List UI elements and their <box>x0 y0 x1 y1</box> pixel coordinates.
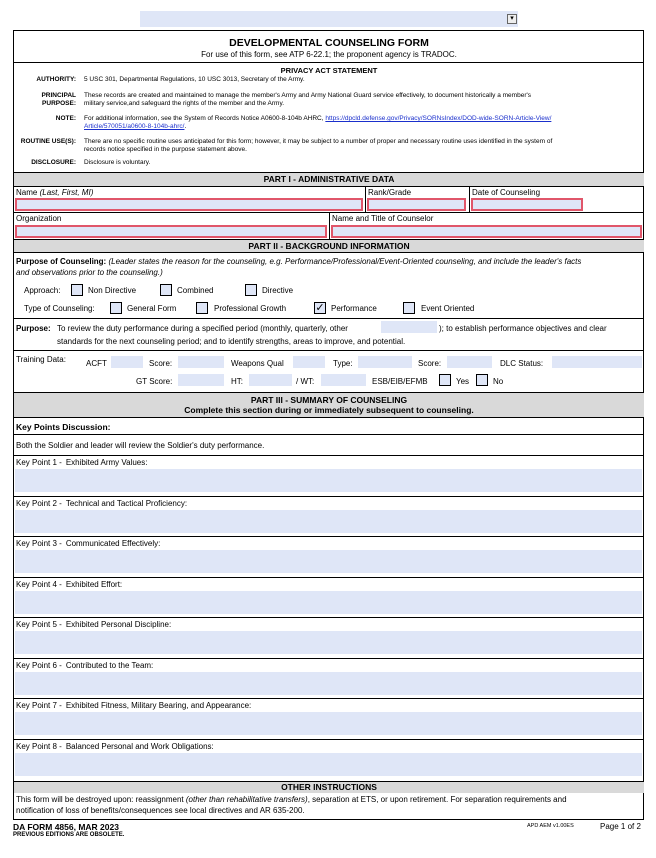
key-points-label: Key Points Discussion: <box>16 422 111 432</box>
key-point-number: Key Point 3 - <box>16 539 62 548</box>
other-heading: OTHER INSTRUCTIONS <box>14 782 644 793</box>
form-number: DA FORM 4856, MAR 2023 <box>13 822 119 832</box>
ht-field[interactable] <box>249 374 292 386</box>
name-label <box>16 188 93 197</box>
key-point-field[interactable] <box>15 753 642 776</box>
acft-label: ACFT <box>86 359 107 368</box>
other-text-2: notification of loss of benefits/consequences see local directives and AR 635-200. <box>16 806 305 815</box>
esb-yes-checkbox[interactable] <box>439 374 451 386</box>
key-point-label <box>16 539 160 548</box>
key-point-title: Exhibited Effort: <box>65 580 123 589</box>
purpose-text-1: These records are created and maintained to manage the member's Army and Army National Guard service effectively, to document historically a member's <box>84 92 531 99</box>
name-label-text: Name <box>16 188 38 197</box>
key-point-number: Key Point 2 - <box>16 499 62 508</box>
disclosure-label: DISCLOSURE: <box>31 159 76 166</box>
dlc-label: DLC Status: <box>500 359 544 368</box>
form-subtitle: For use of this form, see ATP 6-22.1; the proponent agency is TRADOC. <box>201 50 457 59</box>
part1-heading: PART I - ADMINISTRATIVE DATA <box>14 173 644 186</box>
key-point-label <box>16 580 122 589</box>
weapons-field[interactable] <box>293 356 325 368</box>
type-general-label: General Form <box>127 304 177 313</box>
date-field[interactable] <box>471 198 583 211</box>
approach-combined-label: Combined <box>177 286 214 295</box>
rank-field[interactable] <box>367 198 466 211</box>
key-point-label <box>16 458 147 467</box>
training-label: Training Data: <box>16 355 66 364</box>
key-point-title: Exhibited Personal Discipline: <box>65 620 172 629</box>
date-label: Date of Counseling <box>472 188 541 197</box>
key-point-label <box>16 661 153 670</box>
part3-heading: PART III - SUMMARY OF COUNSELING <box>250 395 408 405</box>
other-text-1 <box>16 795 567 804</box>
approach-nondirective-label: Non Directive <box>88 286 137 295</box>
key-point-number: Key Point 8 - <box>16 742 62 751</box>
key-point-field[interactable] <box>15 469 642 492</box>
wt-field[interactable] <box>321 374 366 386</box>
weapons-score-label: Score: <box>418 359 442 368</box>
type-performance-checkbox[interactable]: ✓ <box>315 302 325 314</box>
esb-no-checkbox[interactable] <box>476 374 488 386</box>
purpose-hint: (Leader states the reason for the counseling, e.g. Performance/Professional/Event-Oriented counseling, and include the leader's facts <box>108 257 582 266</box>
authority-label: AUTHORITY: <box>36 76 76 83</box>
esb-yes-label: Yes <box>456 377 470 386</box>
obsolete-note: PREVIOUS EDITIONS ARE OBSOLETE. <box>13 832 125 838</box>
routine-label: ROUTINE USE(S): <box>20 138 76 145</box>
purpose-hint-2 <box>16 268 163 277</box>
purpose-counseling-label: Purpose of Counseling: <box>16 257 107 266</box>
approach-directive-label: Directive <box>262 286 294 295</box>
note-tail: . <box>184 123 187 130</box>
sorn-link-2[interactable]: Article/570051/a0600-8-104b-ahrc/ <box>84 123 185 130</box>
routine-text-2: records notice specified in the purpose statement above. <box>84 146 247 153</box>
other-text-1c: , separation at ETS, or upon retirement. For separation requirements and <box>307 795 567 804</box>
purpose-stmt-2: standards for the next counseling period; and to identify strengths, areas to improve, and potential. <box>57 337 406 346</box>
key-point-title: Exhibited Fitness, Military Bearing, and Appearance: <box>65 701 252 710</box>
privacy-heading: PRIVACY ACT STATEMENT <box>280 66 378 75</box>
authority-text: 5 USC 301, Departmental Regulations, 10 USC 3013, Secretary of the Army. <box>84 76 305 83</box>
type-label: Type of Counseling: <box>24 304 95 313</box>
purpose-stmt-label: Purpose: <box>16 324 51 333</box>
purpose-text-2: military service,and safeguard the rights of the member and the Army. <box>84 100 285 107</box>
acft-field[interactable] <box>111 356 143 368</box>
type-event-label: Event Oriented <box>421 304 475 313</box>
weapons-label: Weapons Qual <box>231 359 284 368</box>
acft-score-label: Score: <box>149 359 173 368</box>
key-point-title: Contributed to the Team: <box>65 661 154 670</box>
part2-heading: PART II - BACKGROUND INFORMATION <box>14 240 644 252</box>
sorn-link[interactable]: https://dpcld.defense.gov/Privacy/SORNsIndex/DOD-wide-SORN-Article-View/ <box>325 115 552 122</box>
approach-combined-checkbox[interactable] <box>160 284 172 296</box>
type-professional-label: Professional Growth <box>214 304 287 313</box>
type-professional-checkbox[interactable] <box>196 302 208 314</box>
disclosure-text: Disclosure is voluntary. <box>84 159 151 166</box>
org-label: Organization <box>16 214 62 223</box>
rank-label: Rank/Grade <box>368 188 412 197</box>
counselor-field[interactable] <box>331 225 642 238</box>
note-text-1: For additional information, see the System of Records Notice A0600-8-104b AHRC, <box>84 115 324 122</box>
key-point-number: Key Point 1 - <box>16 458 62 467</box>
type-general-checkbox[interactable] <box>110 302 122 314</box>
wt-label: / WT: <box>296 377 315 386</box>
esb-label: ESB/EIB/EFMB <box>372 377 428 386</box>
key-point-title: Exhibited Army Values: <box>65 458 148 467</box>
weapons-type-label: Type: <box>333 359 353 368</box>
key-point-field[interactable] <box>15 591 642 614</box>
dlc-field[interactable] <box>552 356 642 368</box>
acft-score-field[interactable] <box>178 356 224 368</box>
gt-field[interactable] <box>178 374 224 386</box>
purpose-stmt-1a: To review the duty performance during a specified period (monthly, quarterly, other <box>57 324 348 333</box>
review-text: Both the Soldier and leader will review the Soldier's duty performance. <box>16 441 265 450</box>
note-label: NOTE: <box>55 115 76 122</box>
purpose-label-1: PRINCIPAL <box>41 92 76 99</box>
note-text <box>84 115 551 122</box>
chevron-down-icon[interactable]: ▾ <box>507 14 517 24</box>
approach-nondirective-checkbox[interactable] <box>71 284 83 296</box>
ht-label: HT: <box>231 377 243 386</box>
key-point-number: Key Point 6 - <box>16 661 62 670</box>
organization-field[interactable] <box>15 225 327 238</box>
key-point-label <box>16 742 214 751</box>
purpose-hint-2-text: and observations prior to the counseling.) <box>16 268 163 277</box>
key-point-title: Communicated Effectively: <box>65 539 161 548</box>
unit-select[interactable] <box>140 11 518 27</box>
page-number: Page 1 of 2 <box>600 822 641 831</box>
name-hint: (Last, First, MI) <box>39 188 94 197</box>
weapons-score-field[interactable] <box>447 356 492 368</box>
purpose-label-2: PURPOSE: <box>42 100 76 107</box>
key-point-field[interactable] <box>15 550 642 573</box>
gt-label: GT Score: <box>136 377 173 386</box>
key-point-field[interactable] <box>15 672 642 695</box>
key-point-label <box>16 701 251 710</box>
key-point-number: Key Point 4 - <box>16 580 62 589</box>
name-field[interactable] <box>15 198 363 211</box>
key-point-field[interactable] <box>15 631 642 654</box>
counselor-label: Name and Title of Counselor <box>332 214 434 223</box>
key-point-number: Key Point 7 - <box>16 701 62 710</box>
approach-directive-checkbox[interactable] <box>245 284 257 296</box>
other-text-1a: This form will be destroyed upon: reassignment <box>16 795 184 804</box>
esb-no-label: No <box>493 377 504 386</box>
approach-label: Approach: <box>24 286 61 295</box>
weapons-type-field[interactable] <box>358 356 412 368</box>
other-text-1b: (other than rehabilitative transfers) <box>185 795 308 804</box>
key-point-field[interactable] <box>15 510 642 533</box>
form-title: DEVELOPMENTAL COUNSELING FORM <box>229 37 429 49</box>
type-event-checkbox[interactable] <box>403 302 415 314</box>
type-performance-label: Performance <box>331 304 377 313</box>
key-point-label <box>16 499 187 508</box>
part3-subheading: Complete this section during or immediately subsequent to counseling. <box>184 405 474 415</box>
purpose-of-counseling <box>16 257 581 266</box>
routine-text-1: There are no specific routine uses anticipated for this form; however, it may be subject to a number of proper and necessary routine uses identified in the system of <box>84 138 553 145</box>
other-period-field[interactable] <box>381 321 437 333</box>
key-point-title: Technical and Tactical Proficiency: <box>65 499 188 508</box>
note-text-2 <box>84 123 186 130</box>
key-point-label <box>16 620 171 629</box>
key-point-title: Balanced Personal and Work Obligations: <box>65 742 214 751</box>
key-point-number: Key Point 5 - <box>16 620 62 629</box>
apd-version: APD AEM v1.00ES <box>527 823 574 829</box>
purpose-stmt-1b: ); to establish performance objectives and clear <box>439 324 607 333</box>
key-point-field[interactable] <box>15 712 642 735</box>
